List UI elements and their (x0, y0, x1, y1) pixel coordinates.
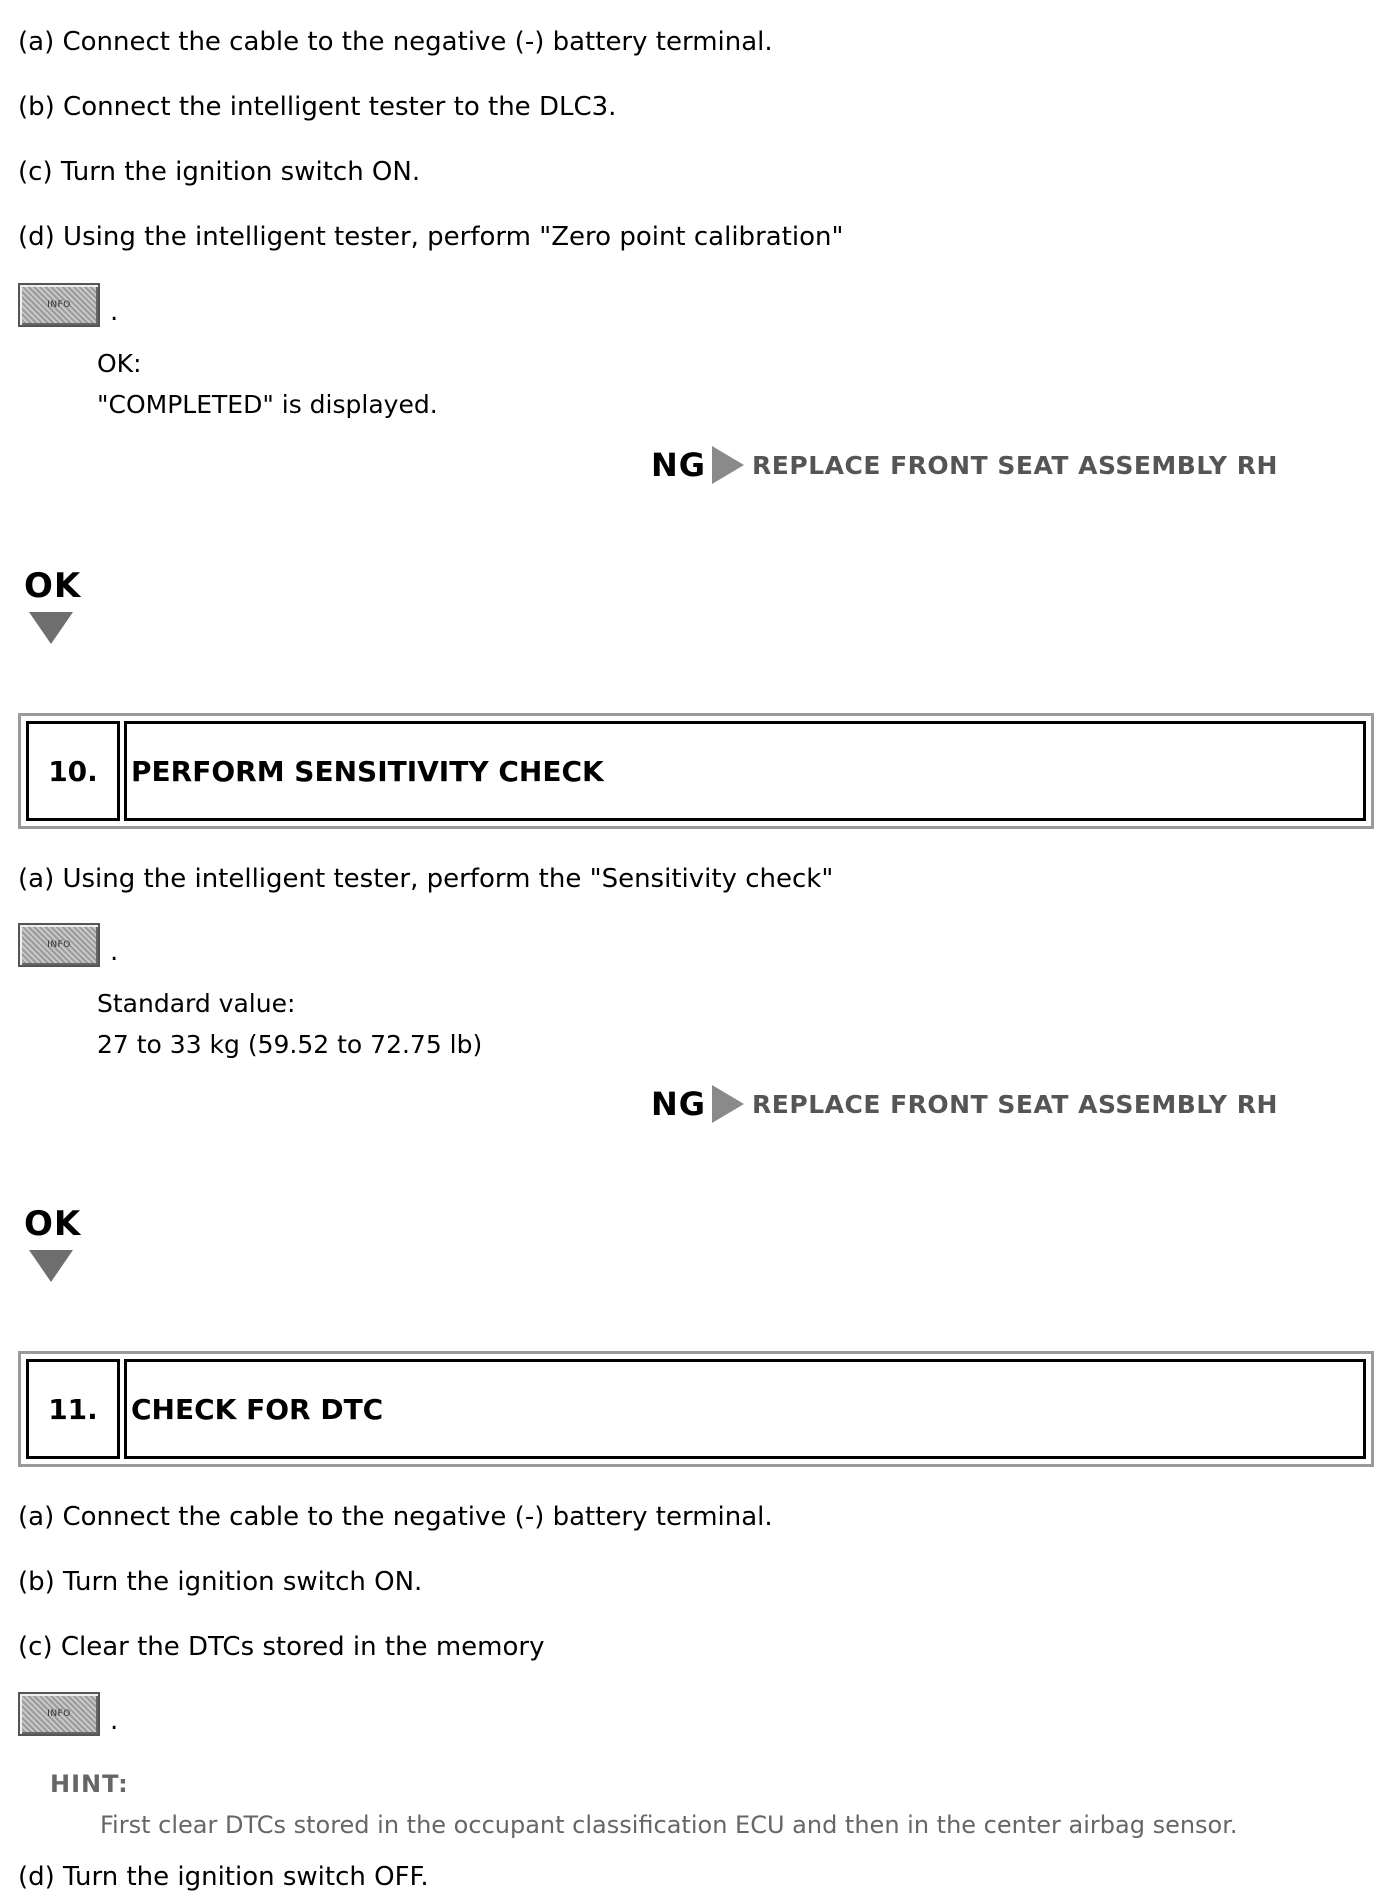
ng-label: NG (651, 446, 707, 484)
instruction-text: (a) Using the intelligent tester, perform the "Sensitivity check" (18, 864, 834, 894)
instruction-text: (d) Using the intelligent tester, perform "Zero point calibration" (18, 222, 844, 252)
result-value: "COMPLETED" is displayed. (97, 390, 438, 419)
result-label: Standard value: (97, 989, 296, 1018)
info-button[interactable]: INFO (18, 923, 100, 967)
step-number: 11. (26, 1359, 120, 1459)
ok-label: OK (24, 1204, 82, 1244)
instruction-text: (c) Clear the DTCs stored in the memory (18, 1632, 545, 1662)
hint-text: First clear DTCs stored in the occupant classification ECU and then in the center airbag sensor. (100, 1811, 1238, 1839)
step-title: PERFORM SENSITIVITY CHECK (124, 721, 1366, 821)
step-header-11 (18, 1351, 1374, 1467)
ng-branch[interactable] (651, 446, 1278, 484)
step-number: 10. (26, 721, 120, 821)
info-button[interactable]: INFO (18, 283, 100, 327)
instruction-text: (a) Connect the cable to the negative (-) battery terminal. (18, 1502, 773, 1532)
instruction-text: (a) Connect the cable to the negative (-) battery terminal. (18, 27, 773, 57)
punctuation: . (110, 937, 119, 967)
result-label: OK: (97, 349, 142, 378)
ng-branch[interactable] (651, 1085, 1278, 1123)
ng-label: NG (651, 1085, 707, 1123)
result-value: 27 to 33 kg (59.52 to 72.75 lb) (97, 1030, 483, 1059)
step-title: CHECK FOR DTC (124, 1359, 1366, 1459)
hint-label: HINT: (50, 1770, 129, 1798)
arrow-down-icon (29, 612, 73, 644)
punctuation: . (110, 297, 119, 327)
instruction-text: (b) Connect the intelligent tester to the DLC3. (18, 92, 617, 122)
arrow-right-icon (712, 1085, 744, 1123)
ng-action: REPLACE FRONT SEAT ASSEMBLY RH (752, 1089, 1278, 1119)
ng-action: REPLACE FRONT SEAT ASSEMBLY RH (752, 450, 1278, 480)
instruction-text: (b) Turn the ignition switch ON. (18, 1567, 423, 1597)
instruction-text: (d) Turn the ignition switch OFF. (18, 1862, 429, 1892)
info-button[interactable]: INFO (18, 1692, 100, 1736)
arrow-right-icon (712, 446, 744, 484)
ok-label: OK (24, 566, 82, 606)
arrow-down-icon (29, 1250, 73, 1282)
punctuation: . (110, 1706, 119, 1736)
instruction-text: (c) Turn the ignition switch ON. (18, 157, 421, 187)
step-header-10 (18, 713, 1374, 829)
